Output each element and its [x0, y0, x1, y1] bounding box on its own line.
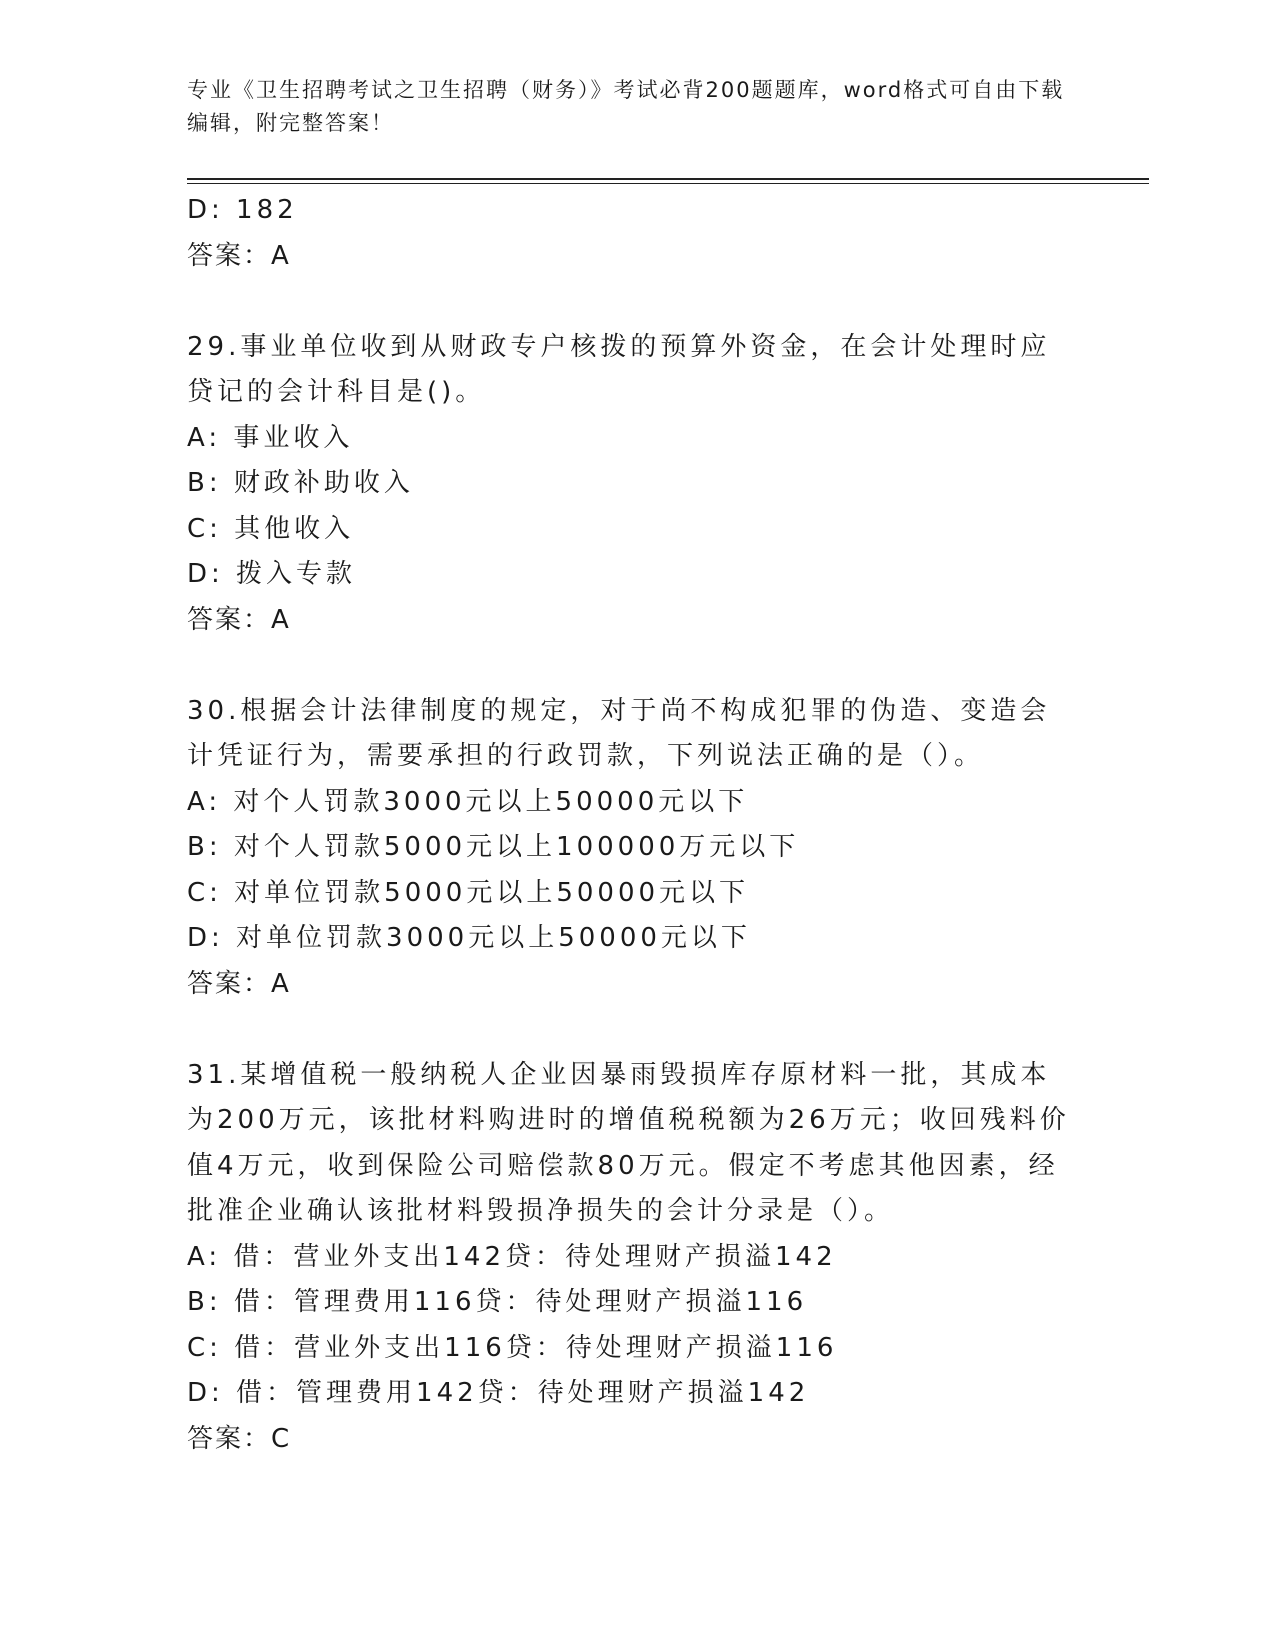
spacer — [187, 279, 1087, 325]
spacer — [187, 1007, 1087, 1053]
header-rule-thin — [187, 183, 1149, 184]
question-30 — [187, 689, 1087, 1008]
option-c: C: 借：营业外支出116贷：待处理财产损溢116 — [187, 1332, 838, 1363]
option-b: B: 对个人罚款5000元以上100000万元以下 — [187, 832, 800, 862]
previous-question-tail — [187, 188, 1087, 279]
question-29 — [187, 325, 1087, 644]
option-d: D: 借：管理费用142贷：待处理财产损溢142 — [187, 1378, 810, 1408]
question-text: 30.根据会计法律制度的规定，对于尚不构成犯罪的伪造、变造会计凭证行为，需要承担的行政罚款，下列说法正确的是（）。 — [187, 695, 1051, 771]
option-b: B: 财政补助收入 — [187, 468, 414, 498]
option-c: C: 其他收入 — [187, 513, 355, 544]
question-31 — [187, 1053, 1087, 1463]
option-a: A: 对个人罚款3000元以上50000元以下 — [187, 786, 749, 817]
answer-line: 答案：C — [187, 1423, 292, 1454]
option-b: B: 借：管理费用116贷：待处理财产损溢116 — [187, 1287, 808, 1317]
option-d: D: 对单位罚款3000元以上50000元以下 — [187, 923, 751, 953]
question-text: 29.事业单位收到从财政专户核拨的预算外资金，在会计处理时应贷记的会计科目是()。 — [187, 331, 1051, 407]
document-header — [187, 74, 1067, 140]
header-rule-thick — [187, 178, 1149, 180]
spacer — [187, 643, 1087, 689]
question-list — [187, 188, 1087, 1462]
question-text: 31.某增值税一般纳税人企业因暴雨毁损库存原材料一批，其成本为200万元，该批材料购进时的增值税税额为26万元；收回残料价值4万元，收到保险公司赔偿款80万元。假定不考虑其他因素，经批准企业确认该批材料毁损净损失的会计分录是（）。 — [187, 1059, 1070, 1226]
header-title: 专业《卫生招聘考试之卫生招聘（财务）》考试必背200题题库，word格式可自由下载编辑，附完整答案！ — [187, 78, 1065, 135]
option-a: A: 借：营业外支出142贷：待处理财产损溢142 — [187, 1241, 837, 1272]
option-d: D: 拨入专款 — [187, 559, 357, 589]
option-a: A: 事业收入 — [187, 422, 354, 453]
answer-line: 答案：A — [187, 240, 291, 271]
answer-line: 答案：A — [187, 968, 291, 999]
answer-line: 答案：A — [187, 604, 291, 635]
option-c: C: 对单位罚款5000元以上50000元以下 — [187, 877, 750, 908]
option-d: D: 182 — [187, 195, 298, 225]
